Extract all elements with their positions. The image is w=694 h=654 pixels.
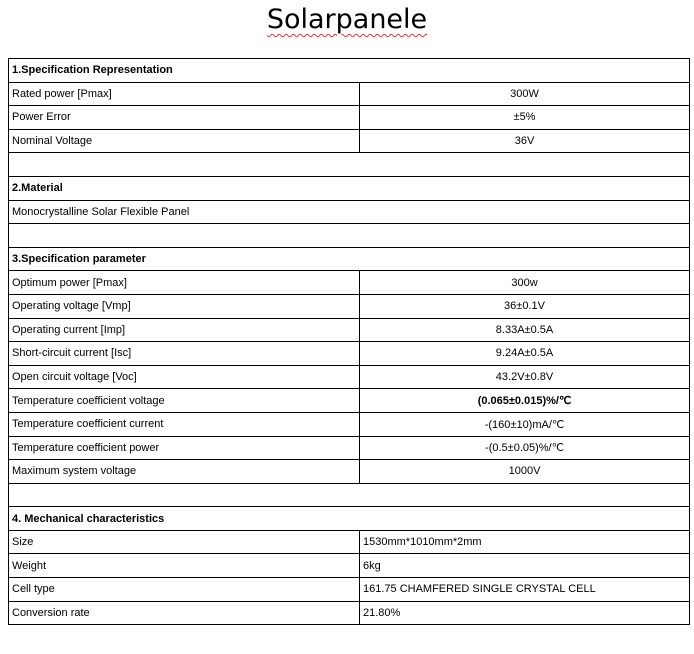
section-row [9, 59, 690, 83]
row-value: -(0.5±0.05)%/℃ [360, 436, 690, 460]
row-value: ±5% [360, 106, 690, 130]
row-value: 21.80% [360, 601, 690, 625]
table-row [9, 530, 690, 554]
table-row [9, 601, 690, 625]
row-label: Conversion rate [9, 601, 360, 625]
page-title-text: Solarpanele [266, 4, 428, 35]
blank-row [9, 224, 690, 248]
row-label: Size [9, 530, 360, 554]
row-value: 8.33A±0.5A [360, 318, 690, 342]
row-label: Weight [9, 554, 360, 578]
section-heading-spec-representation: 1.Specification Representation [9, 59, 690, 83]
table-row [9, 294, 690, 318]
table-row [9, 106, 690, 130]
row-label: Operating voltage [Vmp] [9, 294, 360, 318]
row-label: Temperature coefficient power [9, 436, 360, 460]
blank-cell [9, 224, 690, 248]
table-row [9, 554, 690, 578]
blank-cell [9, 483, 690, 507]
row-label: Temperature coefficient current [9, 412, 360, 436]
blank-row [9, 483, 690, 507]
spec-table [8, 58, 690, 625]
row-value: 43.2V±0.8V [360, 365, 690, 389]
table-row [9, 318, 690, 342]
row-label: Cell type [9, 578, 360, 602]
section-row [9, 247, 690, 271]
row-label: Open circuit voltage [Voc] [9, 365, 360, 389]
material-text: Monocrystalline Solar Flexible Panel [9, 200, 690, 224]
table-row [9, 436, 690, 460]
section-heading-material: 2.Material [9, 176, 690, 200]
row-label: Temperature coefficient voltage [9, 389, 360, 413]
row-label: Nominal Voltage [9, 129, 360, 153]
table-row [9, 412, 690, 436]
section-row [9, 507, 690, 531]
section-heading-mechanical: 4. Mechanical characteristics [9, 507, 690, 531]
row-label: Power Error [9, 106, 360, 130]
table-row [9, 365, 690, 389]
table-row [9, 200, 690, 224]
row-value: 1530mm*1010mm*2mm [360, 530, 690, 554]
row-label: Rated power [Pmax] [9, 82, 360, 106]
row-label: Short-circuit current [Isc] [9, 342, 360, 366]
table-row [9, 129, 690, 153]
row-value: 36±0.1V [360, 294, 690, 318]
table-row [9, 389, 690, 413]
row-value: (0.065±0.015)%/℃ [360, 389, 690, 413]
table-row [9, 342, 690, 366]
page-title [0, 2, 694, 38]
table-row [9, 82, 690, 106]
section-row [9, 176, 690, 200]
row-value: 1000V [360, 460, 690, 484]
blank-cell [9, 153, 690, 177]
row-label: Maximum system voltage [9, 460, 360, 484]
row-label: Operating current [Imp] [9, 318, 360, 342]
table-row [9, 460, 690, 484]
row-value: 161.75 CHAMFERED SINGLE CRYSTAL CELL [360, 578, 690, 602]
row-value: 6kg [360, 554, 690, 578]
row-value: -(160±10)mA/℃ [360, 412, 690, 436]
row-value: 9.24A±0.5A [360, 342, 690, 366]
table-row [9, 271, 690, 295]
section-heading-spec-parameter: 3.Specification parameter [9, 247, 690, 271]
table-row [9, 578, 690, 602]
row-value: 300W [360, 82, 690, 106]
row-value: 300w [360, 271, 690, 295]
blank-row [9, 153, 690, 177]
row-label: Optimum power [Pmax] [9, 271, 360, 295]
row-value: 36V [360, 129, 690, 153]
